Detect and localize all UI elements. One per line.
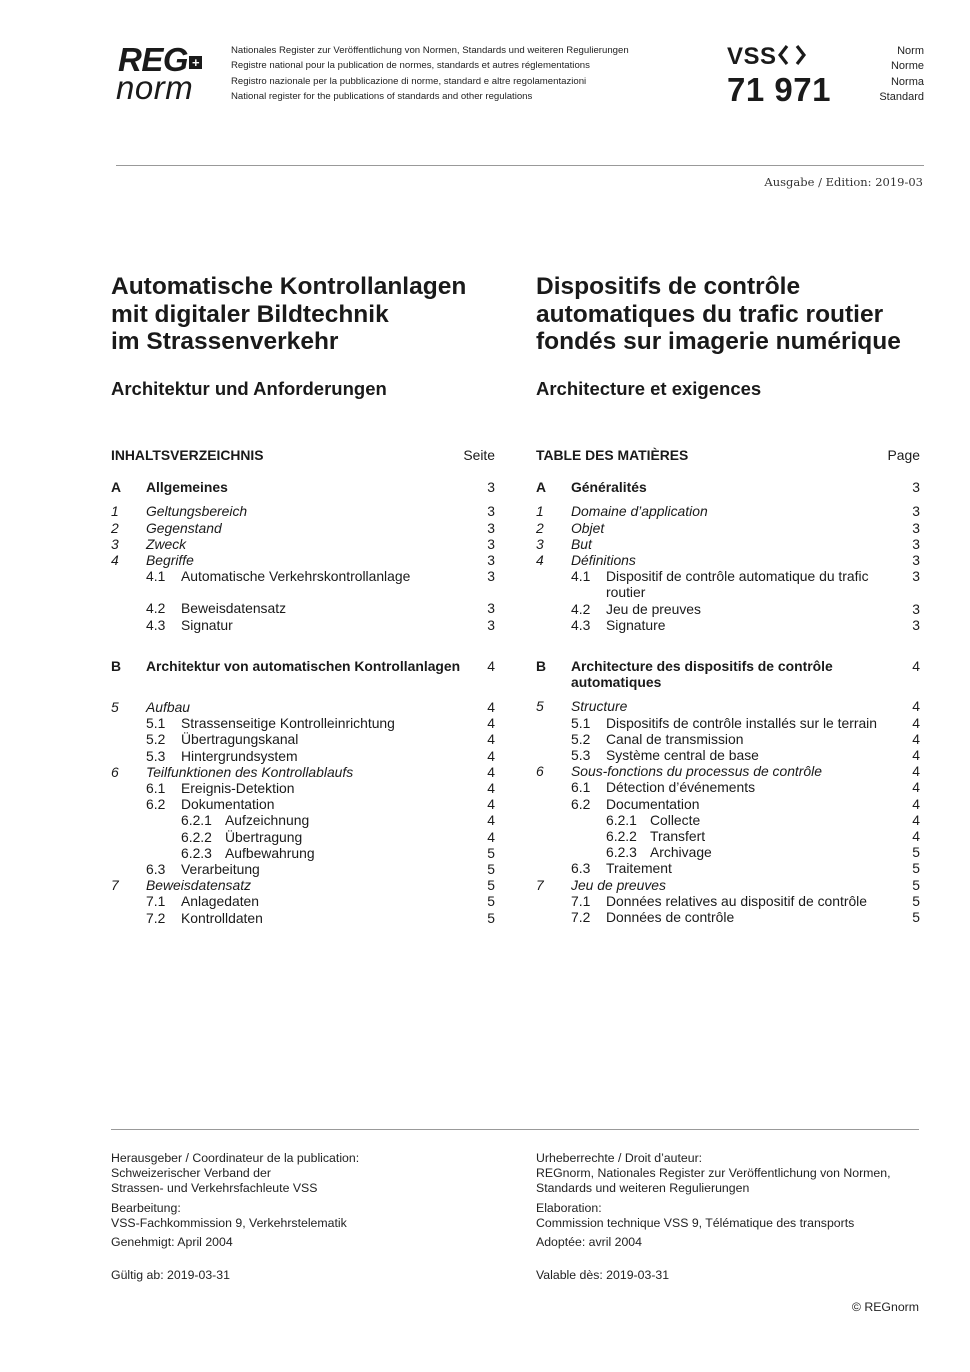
toc-entry[interactable] bbox=[536, 658, 920, 690]
toc-entry-number: 1 bbox=[536, 503, 544, 520]
toc-entry-number: 5 bbox=[111, 699, 119, 716]
type-label-fr: Norme bbox=[890, 60, 924, 73]
toc-entry-title: Définitions bbox=[571, 552, 636, 569]
toc-entry-page: 4 bbox=[912, 714, 920, 731]
toc-page-label: Seite bbox=[463, 447, 495, 463]
toc-entry-page: 4 bbox=[487, 715, 495, 732]
toc-entry-title: Données relatives au dispositif de contrôle bbox=[606, 892, 867, 909]
toc-entry-number: 4.1 bbox=[571, 568, 591, 585]
toc-entry-page: 5 bbox=[487, 861, 495, 878]
toc-entry-page: 4 bbox=[487, 747, 495, 764]
toc-entry-page: 5 bbox=[912, 860, 920, 877]
toc-entry-title: Aufbau bbox=[146, 699, 191, 716]
editing-value: Commission technique VSS 9, Télématique des transports bbox=[536, 1215, 855, 1230]
toc-entry-number: 4 bbox=[536, 552, 544, 569]
toc-entry[interactable] bbox=[111, 910, 495, 926]
approved-date: Genehmigt: April 2004 bbox=[111, 1235, 233, 1250]
toc-entry[interactable] bbox=[536, 698, 920, 714]
toc-entry-page: 5 bbox=[487, 909, 495, 926]
toc-entry-page: 4 bbox=[487, 828, 495, 845]
footer-de bbox=[111, 1151, 511, 1283]
toc-entry[interactable] bbox=[536, 828, 920, 844]
toc-entry-page: 4 bbox=[487, 731, 495, 748]
toc-entry-page: 5 bbox=[487, 844, 495, 861]
toc-entry-title: Beweisdatensatz bbox=[146, 877, 252, 894]
toc-entry-number: 7.1 bbox=[571, 892, 591, 909]
toc-entry[interactable] bbox=[536, 568, 920, 600]
toc-spacer bbox=[111, 495, 495, 503]
toc-entry-number: 5.2 bbox=[146, 731, 166, 748]
copyright-line: REGnorm, Nationales Register zur Veröffentlichung von Normen, bbox=[536, 1166, 891, 1181]
toc-entry-page: 4 bbox=[487, 699, 495, 716]
toc-entry[interactable] bbox=[536, 844, 920, 860]
toc-entry-title: Dispositifs de contrôle installés sur le terrain bbox=[606, 714, 877, 731]
toc-entry-title: Hintergrundsystem bbox=[181, 747, 298, 764]
toc-entry-title: Beweisdatensatz bbox=[181, 600, 287, 617]
toc-entry-number: 6.2.3 bbox=[606, 844, 637, 861]
toc-entry-page: 3 bbox=[487, 479, 495, 496]
toc-entry-number: 5.1 bbox=[571, 714, 591, 731]
toc-entry-number: 6.2.2 bbox=[181, 828, 212, 845]
toc-entry-title: Begriffe bbox=[146, 552, 194, 569]
toc-entry-number: 6.2 bbox=[571, 795, 591, 812]
toc-entry[interactable] bbox=[111, 715, 495, 731]
toc-entry[interactable] bbox=[536, 747, 920, 763]
toc-entry-number: B bbox=[536, 658, 547, 675]
toc-entry-number: 5.2 bbox=[571, 730, 591, 747]
header-divider bbox=[116, 165, 924, 166]
toc-entry-title: Objet bbox=[571, 519, 605, 536]
toc-entry-title: Transfert bbox=[650, 828, 706, 845]
toc-entry-page: 4 bbox=[487, 657, 495, 674]
toc-entry-number: 6.1 bbox=[571, 779, 591, 796]
toc-entry-title: Collecte bbox=[650, 811, 701, 828]
toc-entry-page: 5 bbox=[487, 877, 495, 894]
toc-entry-number: 1 bbox=[111, 503, 119, 520]
copyright-label: Urheberrechte / Droit d’auteur: bbox=[536, 1151, 703, 1165]
toc-entry-number: 7.2 bbox=[571, 909, 591, 926]
toc-spacer bbox=[111, 674, 495, 699]
toc-entry-number: 6.3 bbox=[146, 861, 166, 878]
toc-entry[interactable] bbox=[111, 600, 495, 616]
toc-entry[interactable] bbox=[536, 715, 920, 731]
valid-date: Gültig ab: 2019-03-31 bbox=[111, 1268, 230, 1283]
type-label-en: Standard bbox=[879, 90, 924, 103]
toc-entry[interactable] bbox=[111, 552, 495, 568]
toc-entry-number: 6.2 bbox=[146, 796, 166, 813]
regnorm-logo-reg: REG + bbox=[118, 44, 202, 76]
toc-entry[interactable] bbox=[536, 796, 920, 812]
toc-entry-number: 7 bbox=[536, 876, 544, 893]
toc-entry-title: Kontrolldaten bbox=[181, 909, 263, 926]
toc-entry-number: 4.3 bbox=[571, 616, 591, 633]
copyright-line: Standards und weiteren Regulierungen bbox=[536, 1181, 750, 1196]
register-line-en: National register for the publications of standards and other regulations bbox=[231, 91, 533, 103]
toc-entry-page: 4 bbox=[912, 828, 920, 845]
toc-entry[interactable] bbox=[536, 617, 920, 633]
toc-entry-number: 6.2.1 bbox=[181, 812, 212, 829]
toc-entry[interactable] bbox=[536, 877, 920, 893]
toc-entry-page: 5 bbox=[912, 909, 920, 926]
toc-entry[interactable] bbox=[536, 763, 920, 779]
regnorm-logo-norm: norm bbox=[116, 69, 194, 106]
toc-entry-page: 3 bbox=[912, 503, 920, 520]
copyright-notice: © REGnorm bbox=[851, 1300, 919, 1314]
subtitle-fr: Architecture et exigences bbox=[536, 378, 762, 399]
toc-entry-page: 3 bbox=[487, 616, 495, 633]
toc-entry-number: 4.1 bbox=[146, 568, 166, 585]
toc-entry-title: Sous-fonctions du processus de contrôle bbox=[571, 763, 822, 780]
toc-entry-title: Jeu de preuves bbox=[606, 600, 701, 617]
toc-entry-number: 4.2 bbox=[146, 600, 166, 617]
toc-entry[interactable] bbox=[536, 552, 920, 568]
toc-entry-number: 5 bbox=[536, 698, 544, 715]
toc-entry-title: Dokumentation bbox=[181, 796, 275, 813]
toc-entry[interactable] bbox=[536, 860, 920, 876]
toc-entry-page: 3 bbox=[487, 519, 495, 536]
toc-entry[interactable] bbox=[111, 748, 495, 764]
toc-entry-title: Structure bbox=[571, 698, 628, 715]
toc-entry-page: 3 bbox=[487, 568, 495, 585]
toc-entry-title: Automatische Verkehrskontrollanlage bbox=[181, 568, 411, 585]
toc-entry[interactable] bbox=[536, 503, 920, 519]
document-type-labels bbox=[879, 44, 924, 105]
toc-entry[interactable] bbox=[536, 893, 920, 909]
toc-entry-page: 4 bbox=[487, 812, 495, 829]
toc-entry-title: Übertragungskanal bbox=[181, 731, 299, 748]
toc-entry-page: 3 bbox=[912, 568, 920, 585]
toc-entry-number: A bbox=[111, 479, 122, 496]
toc-entry[interactable] bbox=[111, 796, 495, 812]
title-de: Automatische Kontrollanlagen mit digitaler Bildtechnik im Strassenverkehr bbox=[111, 273, 467, 355]
toc-entry-page: 4 bbox=[912, 763, 920, 780]
toc-entry-title: Architektur von automatischen Kontrollanlagen bbox=[146, 657, 461, 674]
toc-entry[interactable] bbox=[111, 479, 495, 495]
toc-entry-title: Généralités bbox=[571, 479, 647, 496]
toc-entry-page: 4 bbox=[912, 730, 920, 747]
toc-entry[interactable] bbox=[111, 699, 495, 715]
toc-entry-page: 3 bbox=[487, 600, 495, 617]
toc-entry-title: Détection d’événements bbox=[606, 779, 756, 796]
toc-entry[interactable] bbox=[536, 812, 920, 828]
toc-entry[interactable] bbox=[536, 520, 920, 536]
toc-entry-title: Geltungsbereich bbox=[146, 503, 248, 520]
toc-spacer bbox=[536, 690, 920, 698]
toc-entry-title: But bbox=[571, 535, 592, 552]
subtitle-de: Architektur und Anforderungen bbox=[111, 378, 387, 399]
editing-value: VSS-Fachkommission 9, Verkehrstelematik bbox=[111, 1215, 347, 1230]
toc-entry[interactable] bbox=[536, 909, 920, 925]
toc-entry-title: Aufzeichnung bbox=[225, 812, 310, 829]
toc-entry-title: Données de contrôle bbox=[606, 909, 735, 926]
toc-entry[interactable] bbox=[111, 764, 495, 780]
toc-entry-page: 3 bbox=[487, 503, 495, 520]
toc-entry-title: Allgemeines bbox=[146, 479, 228, 496]
toc-entry-title: Jeu de preuves bbox=[571, 876, 666, 893]
toc-entry[interactable] bbox=[536, 779, 920, 795]
toc-entry-page: 3 bbox=[912, 479, 920, 496]
toc-entry-number: 4.3 bbox=[146, 616, 166, 633]
toc-entry-title: Strassenseitige Kontrolleinrichtung bbox=[181, 715, 395, 732]
toc-entry-title: Canal de transmission bbox=[606, 730, 744, 747]
toc-entry-page: 3 bbox=[487, 552, 495, 569]
toc-page-label: Page bbox=[887, 447, 920, 463]
toc-entry[interactable] bbox=[111, 520, 495, 536]
toc-entry-page: 5 bbox=[912, 876, 920, 893]
toc-entry-page: 4 bbox=[912, 698, 920, 715]
toc-entry-page: 3 bbox=[912, 519, 920, 536]
toc-entry[interactable] bbox=[111, 861, 495, 877]
toc-entry-title: Archivage bbox=[650, 844, 712, 861]
toc-entry-page: 5 bbox=[487, 893, 495, 910]
document-number: 71 971 bbox=[727, 71, 831, 108]
register-line-fr: Registre national pour la publication de normes, standards et autres réglementations bbox=[231, 60, 590, 72]
toc-entry-number: 4 bbox=[111, 552, 119, 569]
toc-entry-number: 2 bbox=[111, 519, 119, 536]
toc-heading: TABLE DES MATIÈRES bbox=[536, 447, 689, 463]
toc-entry-title: Teilfunktionen des Kontrollablaufs bbox=[146, 763, 354, 780]
toc-entry[interactable] bbox=[111, 780, 495, 796]
toc-entry[interactable] bbox=[536, 536, 920, 552]
publisher-line: Strassen- und Verkehrsfachleute VSS bbox=[111, 1181, 318, 1196]
toc-entry-page: 3 bbox=[487, 535, 495, 552]
toc-entry[interactable] bbox=[111, 812, 495, 828]
toc-entry-page: 4 bbox=[912, 811, 920, 828]
register-description bbox=[231, 43, 629, 105]
toc-entry-number: 3 bbox=[111, 535, 119, 552]
toc-spacer bbox=[111, 633, 495, 658]
toc-entry-page: 4 bbox=[912, 658, 920, 675]
toc-entry-title: Système central de base bbox=[606, 747, 759, 764]
type-label-de: Norm bbox=[897, 45, 924, 57]
toc-entry-title: Übertragung bbox=[225, 828, 303, 845]
toc-list-de bbox=[111, 463, 495, 926]
toc-entry-number: 3 bbox=[536, 535, 544, 552]
toc-entry-number: 5.1 bbox=[146, 715, 166, 732]
toc-entry-number: 5.3 bbox=[146, 747, 166, 764]
toc-fr bbox=[536, 447, 920, 925]
toc-entry[interactable] bbox=[536, 731, 920, 747]
toc-entry[interactable] bbox=[111, 568, 495, 584]
toc-entry[interactable] bbox=[111, 731, 495, 747]
register-line-de: Nationales Register zur Veröffentlichung von Normen, Standards und weiteren Regulierungen bbox=[231, 45, 629, 56]
toc-entry-title: Gegenstand bbox=[146, 519, 222, 536]
publisher-line: Schweizerischer Verband der bbox=[111, 1166, 271, 1181]
toc-entry-title: Traitement bbox=[606, 860, 672, 877]
toc-spacer bbox=[536, 633, 920, 658]
toc-entry-title: Signatur bbox=[181, 616, 233, 633]
toc-entry-page: 4 bbox=[912, 795, 920, 812]
vss-logo: VSS bbox=[727, 44, 806, 70]
register-line-it: Registro nazionale per la pubblicazione di norme, standard e altre regolamentazioni bbox=[231, 75, 587, 87]
toc-entry-number: 7 bbox=[111, 877, 119, 894]
toc-entry-number: 6.2.3 bbox=[181, 844, 212, 861]
toc-entry-page: 3 bbox=[912, 600, 920, 617]
toc-entry[interactable] bbox=[111, 893, 495, 909]
toc-entry-title: Verarbeitung bbox=[181, 861, 260, 878]
toc-entry-number: A bbox=[536, 479, 547, 496]
toc-entry-page: 5 bbox=[912, 844, 920, 861]
toc-entry-page: 4 bbox=[487, 796, 495, 813]
toc-entry-title: Documentation bbox=[606, 795, 700, 812]
toc-entry-page: 4 bbox=[487, 763, 495, 780]
toc-entry-title: Architecture des dispositifs de contrôle automatiques bbox=[571, 658, 833, 691]
toc-entry-number: 7.2 bbox=[146, 909, 166, 926]
vss-chevron-icon bbox=[778, 44, 806, 66]
toc-entry-number: 6.2.2 bbox=[606, 828, 637, 845]
approved-date: Adoptée: avril 2004 bbox=[536, 1235, 642, 1250]
toc-entry-number: 6.1 bbox=[146, 780, 166, 797]
toc-entry[interactable] bbox=[111, 829, 495, 845]
toc-spacer bbox=[111, 584, 495, 600]
toc-entry[interactable] bbox=[536, 601, 920, 617]
toc-entry-title: Anlagedaten bbox=[181, 893, 260, 910]
toc-de bbox=[111, 447, 495, 926]
toc-entry-page: 4 bbox=[912, 779, 920, 796]
toc-entry[interactable] bbox=[111, 536, 495, 552]
toc-header-de bbox=[111, 447, 495, 463]
toc-entry[interactable] bbox=[111, 845, 495, 861]
toc-heading: INHALTSVERZEICHNIS bbox=[111, 447, 264, 463]
swiss-cross-icon: + bbox=[189, 56, 202, 69]
toc-entry-title: Signature bbox=[606, 616, 666, 633]
toc-entry[interactable] bbox=[111, 617, 495, 633]
toc-entry-title: Dispositif de contrôle automatique du trafic routier bbox=[606, 568, 869, 601]
editing-label: Bearbeitung: bbox=[111, 1200, 181, 1215]
toc-entry-page: 4 bbox=[487, 780, 495, 797]
toc-entry[interactable] bbox=[111, 658, 495, 674]
toc-entry-number: 5.3 bbox=[571, 747, 591, 764]
toc-entry-title: Zweck bbox=[146, 535, 187, 552]
toc-spacer bbox=[536, 463, 920, 479]
toc-entry-page: 3 bbox=[912, 552, 920, 569]
edition-label: Ausgabe / Edition: 2019-03 bbox=[764, 175, 923, 189]
toc-entry-number: 6 bbox=[111, 763, 119, 780]
toc-entry[interactable] bbox=[536, 479, 920, 495]
toc-header-fr bbox=[536, 447, 920, 463]
valid-date: Valable dès: 2019-03-31 bbox=[536, 1268, 670, 1283]
toc-entry[interactable] bbox=[111, 877, 495, 893]
toc-entry[interactable] bbox=[111, 503, 495, 519]
footer-fr bbox=[536, 1151, 936, 1283]
toc-entry-number: 6.3 bbox=[571, 860, 591, 877]
toc-entry-number: 6.2.1 bbox=[606, 811, 637, 828]
footer-divider bbox=[111, 1129, 919, 1130]
toc-entry-title: Aufbewahrung bbox=[225, 844, 315, 861]
toc-entry-number: 7.1 bbox=[146, 893, 166, 910]
toc-entry-page: 4 bbox=[912, 747, 920, 764]
toc-entry-title: Domaine d’application bbox=[571, 503, 708, 520]
editing-label: Elaboration: bbox=[536, 1200, 602, 1215]
toc-entry-page: 5 bbox=[912, 892, 920, 909]
type-label-it: Norma bbox=[890, 75, 924, 88]
toc-spacer bbox=[111, 463, 495, 479]
publisher-label: Herausgeber / Coordinateur de la publication: bbox=[111, 1151, 360, 1165]
toc-entry-page: 3 bbox=[912, 616, 920, 633]
toc-entry-title: Ereignis-Detektion bbox=[181, 780, 295, 797]
title-fr: Dispositifs de contrôle automatiques du trafic routier fondés sur imagerie numérique bbox=[536, 273, 901, 355]
toc-entry-number: 6 bbox=[536, 763, 544, 780]
toc-entry-number: 4.2 bbox=[571, 600, 591, 617]
toc-entry-number: 2 bbox=[536, 519, 544, 536]
toc-entry-page: 3 bbox=[912, 535, 920, 552]
toc-list-fr bbox=[536, 463, 920, 925]
toc-spacer bbox=[536, 495, 920, 503]
toc-entry-number: B bbox=[111, 657, 122, 674]
